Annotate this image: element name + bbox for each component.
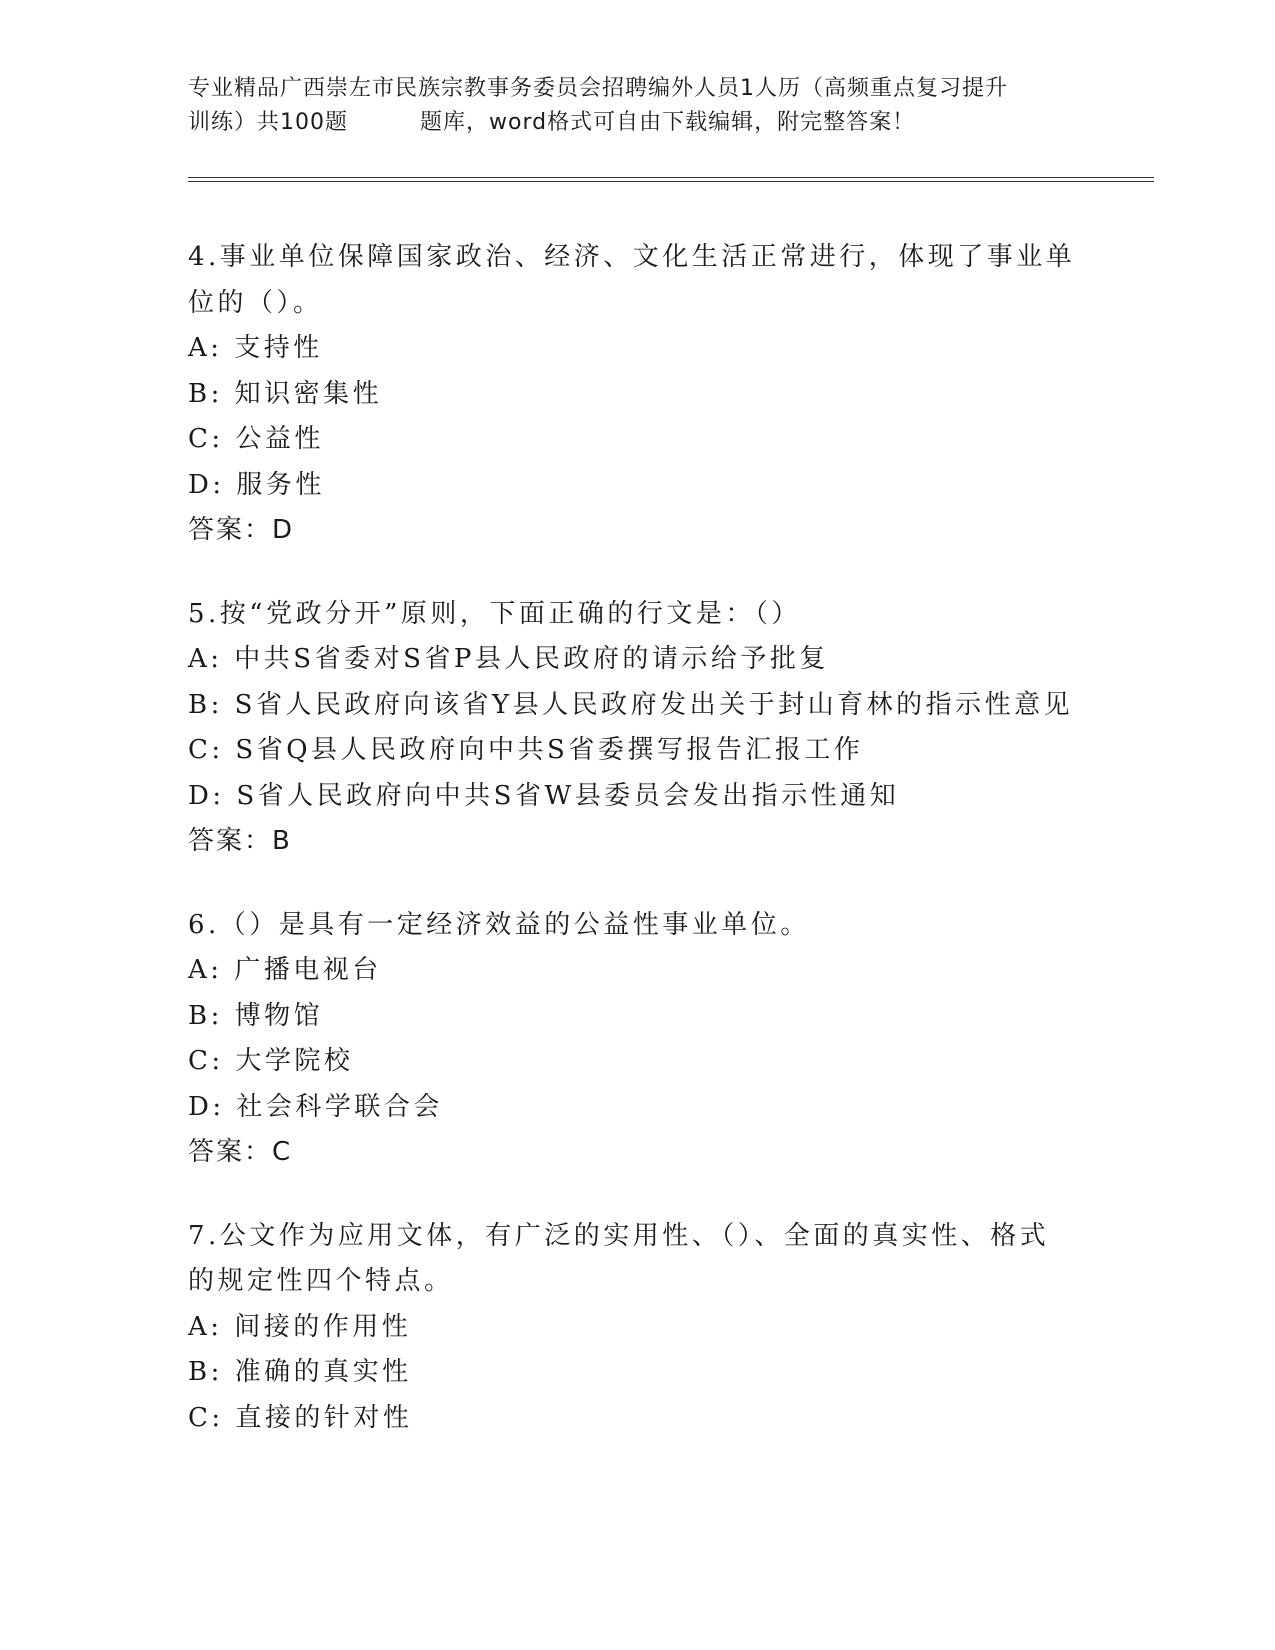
option-b: B: 博物馆: [188, 1000, 324, 1031]
header-title-line-1: 专业精品广西崇左市民族宗教事务委员会招聘编外人员1人历（高频重点复习提升: [188, 76, 1008, 101]
question-7: [188, 1214, 1148, 1442]
question-list: [188, 235, 1148, 1479]
header-divider-top: [188, 177, 1154, 178]
option-a: A: 广播电视台: [188, 955, 382, 985]
answer-line: 答案：C: [188, 1137, 293, 1167]
option-c: C: 直接的针对性: [188, 1402, 413, 1433]
option-a: A: 支持性: [188, 333, 323, 363]
header-title-line-2-part-a: 训练）共100题: [188, 110, 348, 135]
option-a: A: 间接的作用性: [188, 1311, 412, 1342]
question-4: [188, 235, 1148, 554]
header-title-line-2: [188, 106, 1088, 140]
answer-line: 答案：D: [188, 515, 295, 545]
option-b: B: 准确的真实性: [188, 1357, 412, 1387]
option-b: B: S省人民政府向该省Y县人民政府发出关于封山育林的指示性意见: [188, 689, 1074, 720]
option-d: D: 服务性: [188, 469, 325, 500]
question-6: [188, 903, 1148, 1176]
option-d: D: S省人民政府向中共S省W县委员会发出指示性通知: [188, 780, 900, 811]
option-c: C: S省Q县人民政府向中共S省委撰写报告汇报工作: [188, 735, 864, 765]
question-stem-line: 4.事业单位保障国家政治、经济、文化生活正常进行，体现了事业单: [188, 242, 1076, 272]
question-stem-line: 7.公文作为应用文体，有广泛的实用性、（）、全面的真实性、格式: [188, 1220, 1050, 1251]
option-b: B: 知识密集性: [188, 378, 383, 409]
answer-line: 答案：B: [188, 826, 292, 856]
option-c: C: 公益性: [188, 424, 324, 454]
option-d: D: 社会科学联合会: [188, 1091, 443, 1122]
option-a: A: 中共S省委对S省P县人民政府的请示给予批复: [188, 644, 829, 674]
header-divider-bottom: [188, 181, 1154, 182]
document-header: [188, 72, 1088, 140]
question-5: [188, 592, 1148, 865]
option-c: C: 大学院校: [188, 1046, 354, 1076]
question-stem-line: 的规定性四个特点。: [188, 1266, 454, 1296]
header-title-line-2-part-b: 题库，word格式可自由下载编辑，附完整答案！: [420, 110, 916, 135]
question-stem-line: 6.（）是具有一定经济效益的公益性事业单位。: [188, 909, 810, 940]
question-stem-line: 5.按“党政分开”原则，下面正确的行文是：（）: [188, 598, 801, 629]
question-stem-line: 位的（）。: [188, 287, 323, 318]
